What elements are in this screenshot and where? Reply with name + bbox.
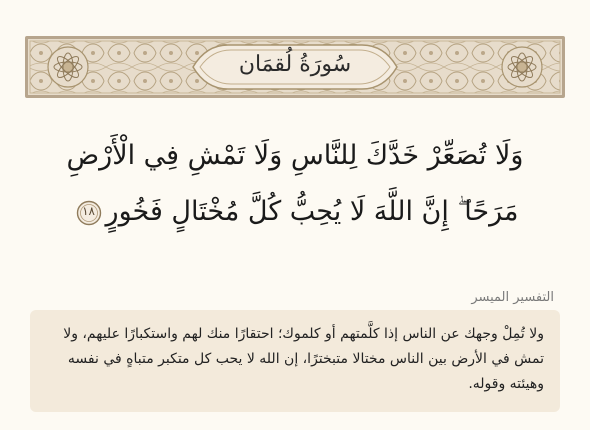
verse-number: ١٨ bbox=[82, 203, 95, 218]
verse-line-2 bbox=[40, 196, 550, 228]
tafsir-box bbox=[30, 310, 560, 412]
verse-line-1: وَلَا تُصَعِّرْ خَدَّكَ لِلنَّاسِ وَلَا تَمْشِ فِي الْأَرْضِ bbox=[66, 140, 524, 171]
surah-header-banner bbox=[25, 36, 565, 98]
verse-line-2-text: مَرَحًا ۖ إِنَّ اللَّهَ لَا يُحِبُّ كُلَّ مُخْتَالٍ فَخُورٍ bbox=[105, 196, 519, 227]
surah-title: سُورَةُ لُقمَان bbox=[238, 51, 352, 77]
tafsir-text: ولا تُمِلْ وجهك عن الناس إذا كلَّمتهم أو كلموك؛ احتقارًا منك لهم واستكبارًا عليهم، ولا تمش في الأرض بين الناس مختالا متبخترًا، إن الله لا يحب كل متكبر متباهٍ في نفسه وهيئته وقوله. bbox=[63, 326, 544, 392]
tafsir-label: التفسير الميسر bbox=[471, 290, 554, 305]
verse-number-marker bbox=[76, 200, 102, 226]
